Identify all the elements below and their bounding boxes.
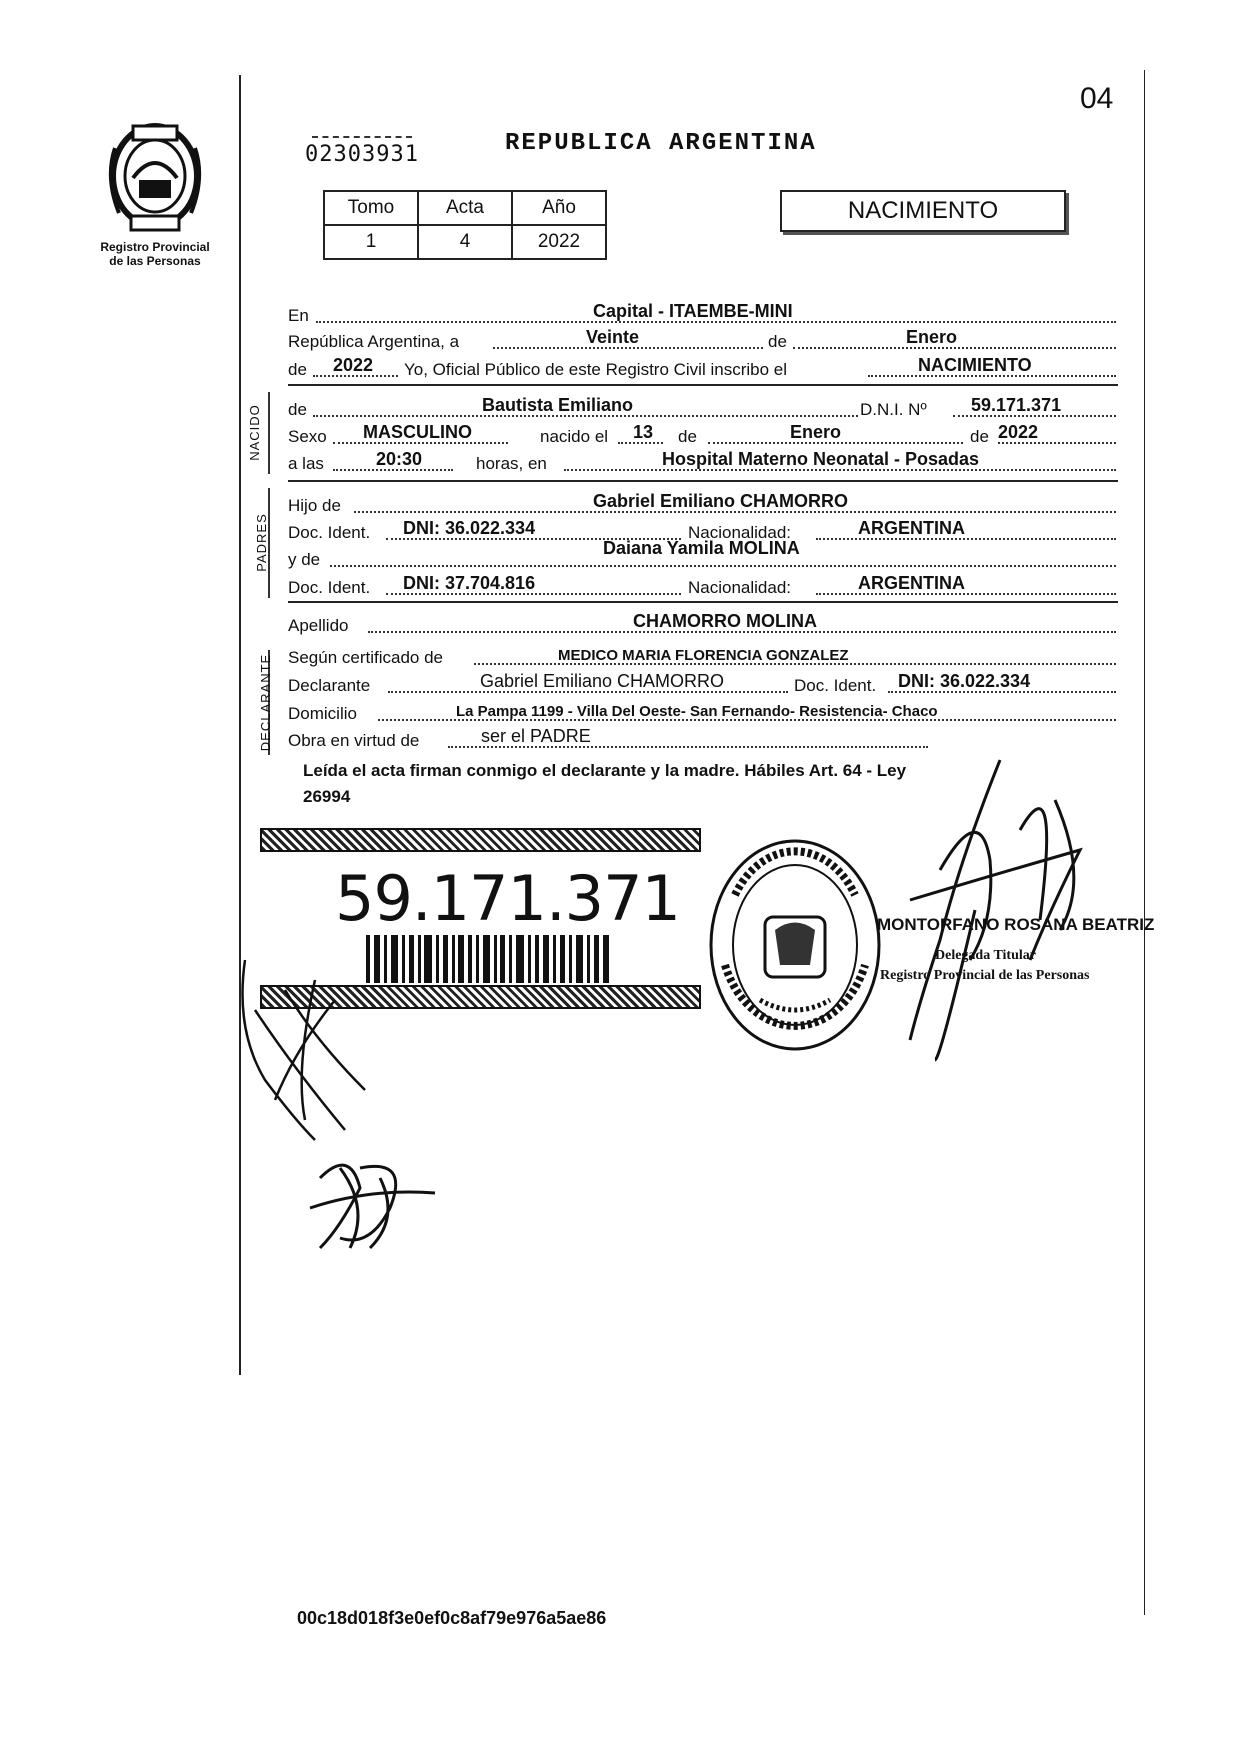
surname-label: Apellido xyxy=(288,616,349,635)
certificate-value: MEDICO MARIA FLORENCIA GONZALEZ xyxy=(558,647,849,664)
record-type-box: NACIMIENTO xyxy=(780,190,1066,232)
year-de-label: de xyxy=(288,360,307,379)
registry-acta: 4 xyxy=(418,225,512,259)
born-name-label: de xyxy=(288,400,307,419)
dni-security-band-top xyxy=(260,828,701,852)
declarant-doc-label: Doc. Ident. xyxy=(794,676,877,695)
year-value: 2022 xyxy=(333,355,374,375)
surname-line xyxy=(288,608,1118,638)
father-name: Gabriel Emiliano CHAMORRO xyxy=(593,491,849,511)
father-label: Hijo de xyxy=(288,496,341,515)
declarant-section-label: DECLARANTE xyxy=(258,653,274,752)
intro-rule xyxy=(288,384,1118,386)
registry-table xyxy=(323,190,607,260)
declarant-line xyxy=(288,668,1118,698)
born-time-line xyxy=(288,446,1118,476)
born-month: Enero xyxy=(790,422,842,442)
date-month: Enero xyxy=(906,327,958,347)
mother-dots xyxy=(330,565,1116,567)
born-name-line xyxy=(288,392,1118,422)
declarant-signature-icon xyxy=(235,950,410,1150)
father-nat: ARGENTINA xyxy=(858,518,965,538)
born-section-label: NACIDO xyxy=(246,404,262,461)
year-line xyxy=(288,352,1118,382)
mother-doc-line xyxy=(288,570,1118,600)
mother-name: Daiana Yamila MOLINA xyxy=(603,538,800,558)
dni-number-large: 59.171.371 xyxy=(335,862,680,935)
mother-label: y de xyxy=(288,550,321,569)
born-rule xyxy=(288,480,1118,482)
officer-name: MONTORFANO ROSANA BEATRIZ xyxy=(877,915,1155,934)
date-line xyxy=(288,324,1118,354)
father-nat-label: Nacionalidad: xyxy=(688,523,792,542)
parents-rule xyxy=(288,601,1118,603)
year-text: Yo, Oficial Público de este Registro Civil inscribo el xyxy=(404,360,787,379)
registry-year: 2022 xyxy=(512,225,606,259)
registry-seal-icon xyxy=(705,835,885,1055)
mother-line xyxy=(288,538,1118,572)
surname-value: CHAMORRO MOLINA xyxy=(633,611,817,631)
basis-label: Obra en virtud de xyxy=(288,731,420,750)
closing-line1: Leída el acta firman conmigo el declarante y la madre. Hábiles Art. 64 - Ley xyxy=(303,761,907,780)
sex-label: Sexo xyxy=(288,427,327,446)
time-value: 20:30 xyxy=(376,449,423,469)
certificate-label: Según certificado de xyxy=(288,648,443,667)
registry-header: Año xyxy=(512,191,606,225)
mother-nat: ARGENTINA xyxy=(858,573,965,593)
declarant-value: Gabriel Emiliano CHAMORRO xyxy=(480,671,725,691)
date-de-label: de xyxy=(768,332,787,351)
mother-signature-icon xyxy=(300,1148,440,1258)
declarant-doc: DNI: 36.022.334 xyxy=(898,671,1031,691)
left-margin-line xyxy=(239,75,241,1375)
parents-section-label: PADRES xyxy=(253,513,269,572)
certificate-line xyxy=(288,640,1118,670)
born-de2: de xyxy=(970,427,989,446)
page-number: 04 xyxy=(1080,82,1114,115)
place-value: Capital - ITAEMBE-MINI xyxy=(593,301,793,321)
issuer-name: Registro Provincial de las Personas xyxy=(100,240,210,268)
sex-value: MASCULINO xyxy=(363,422,472,442)
registry-header: Acta xyxy=(418,191,512,225)
time-label: a las xyxy=(288,454,324,473)
declarant-label: Declarante xyxy=(288,676,371,695)
born-sex-line xyxy=(288,419,1118,449)
place-label: En xyxy=(288,306,309,325)
born-place: Hospital Materno Neonatal - Posadas xyxy=(662,449,980,469)
hours-label: horas, en xyxy=(476,454,547,473)
serial-number: 02303931 xyxy=(305,142,419,167)
closing-line2: 26994 xyxy=(303,787,351,806)
country-title: REPUBLICA ARGENTINA xyxy=(505,130,817,157)
father-line xyxy=(288,488,1118,518)
father-doc-label: Doc. Ident. xyxy=(288,523,371,542)
born-dni: 59.171.371 xyxy=(971,395,1062,415)
officer-title: Delegada Titular xyxy=(935,948,1036,963)
born-date-label: nacido el xyxy=(540,427,609,446)
right-margin-line xyxy=(1144,70,1145,1615)
born-name: Bautista Emiliano xyxy=(482,395,634,415)
mother-nat-label: Nacionalidad: xyxy=(688,578,792,597)
born-dni-label: D.N.I. Nº xyxy=(860,400,927,419)
date-label: República Argentina, a xyxy=(288,332,460,351)
officer-signature-icon xyxy=(880,740,1110,1070)
born-de1: de xyxy=(678,427,697,446)
mother-doc: DNI: 37.704.816 xyxy=(403,573,536,593)
registry-header: Tomo xyxy=(324,191,418,225)
basis-value: ser el PADRE xyxy=(481,726,591,746)
born-day: 13 xyxy=(633,422,654,442)
document-hash: 00c18d018f3e0ef0c8af79e976a5ae86 xyxy=(297,1608,607,1628)
registry-tomo: 1 xyxy=(324,225,418,259)
born-year: 2022 xyxy=(998,422,1039,442)
address-line xyxy=(288,696,1118,726)
father-doc: DNI: 36.022.334 xyxy=(403,518,536,538)
address-value: La Pampa 1199 - Villa Del Oeste- San Fernando- Resistencia- Chaco xyxy=(456,703,938,720)
serial-mark xyxy=(312,136,412,138)
officer-office: Registro Provincial de las Personas xyxy=(880,968,1090,983)
address-label: Domicilio xyxy=(288,704,357,723)
mother-doc-label: Doc. Ident. xyxy=(288,578,371,597)
year-record: NACIMIENTO xyxy=(918,355,1032,375)
born-section-rule xyxy=(268,392,270,474)
province-emblem-icon xyxy=(95,118,215,238)
date-day: Veinte xyxy=(586,327,640,347)
